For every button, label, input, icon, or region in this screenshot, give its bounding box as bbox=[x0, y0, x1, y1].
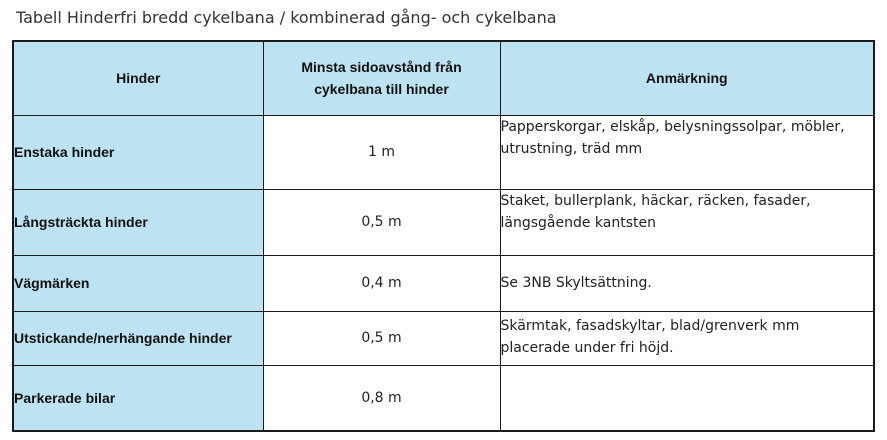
table-row bbox=[13, 189, 874, 255]
header-hinder-label: Hinder bbox=[116, 70, 161, 87]
cell-hinder: Parkerade bilar bbox=[13, 365, 263, 431]
obstacle-clearance-table bbox=[12, 40, 875, 432]
cell-hinder: Vägmärken bbox=[13, 255, 263, 311]
cell-remark: Skärmtak, fasadskyltar, blad/grenverk mm placerade under fri höjd. bbox=[500, 311, 874, 365]
table-caption: Tabell Hinderfri bredd cykelbana / kombinerad gång- och cykelbana bbox=[16, 8, 557, 27]
cell-remark: Papperskorgar, elskåp, belysningssolpar, möbler, utrustning, träd mm bbox=[500, 115, 874, 189]
table-row bbox=[13, 311, 874, 365]
table-row bbox=[13, 115, 874, 189]
header-min-distance-label: Minsta sidoavstånd från cykelbana till hinder bbox=[301, 59, 462, 98]
header-hinder bbox=[13, 41, 263, 115]
header-min-distance bbox=[263, 41, 500, 115]
cell-distance: 0,5 m bbox=[263, 311, 500, 365]
cell-remark bbox=[500, 365, 874, 431]
cell-hinder: Långsträckta hinder bbox=[13, 189, 263, 255]
table-row bbox=[13, 255, 874, 311]
cell-remark: Se 3NB Skyltsättning. bbox=[500, 255, 874, 311]
table-header-row bbox=[13, 41, 874, 115]
cell-hinder: Utstickande/nerhängande hinder bbox=[13, 311, 263, 365]
table-row bbox=[13, 365, 874, 431]
cell-remark: Staket, bullerplank, häckar, räcken, fasader, längsgående kantsten bbox=[500, 189, 874, 255]
cell-distance: 0,4 m bbox=[263, 255, 500, 311]
header-anmarkning bbox=[500, 41, 874, 115]
cell-distance: 0,8 m bbox=[263, 365, 500, 431]
cell-distance: 1 m bbox=[263, 115, 500, 189]
cell-hinder: Enstaka hinder bbox=[13, 115, 263, 189]
cell-distance: 0,5 m bbox=[263, 189, 500, 255]
header-anmarkning-label: Anmärkning bbox=[645, 70, 728, 87]
